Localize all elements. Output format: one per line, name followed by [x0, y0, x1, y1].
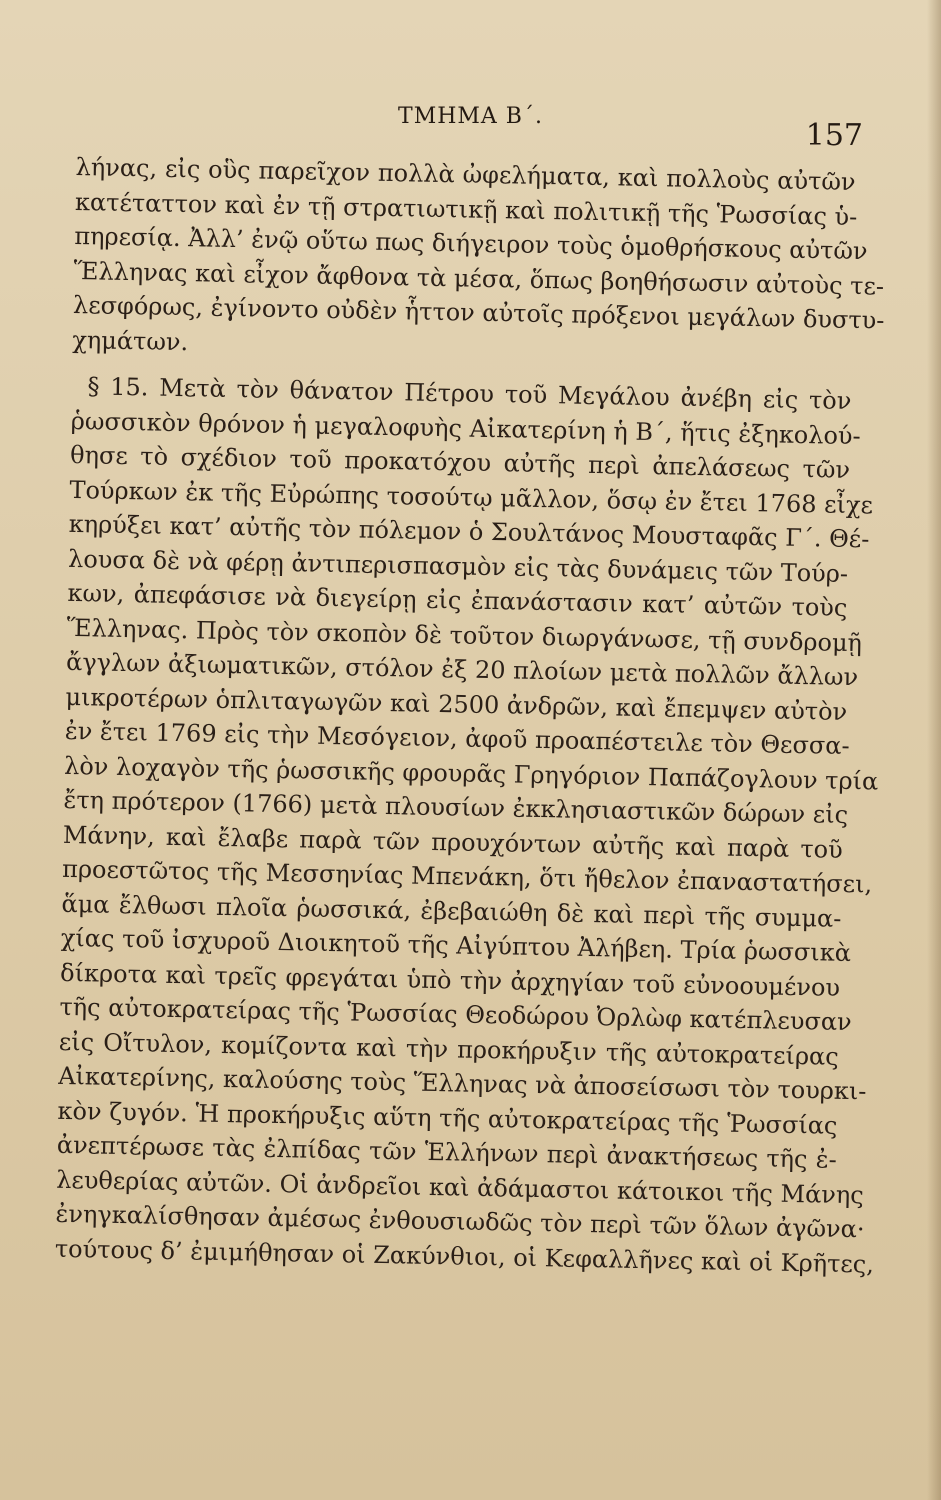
text-line: τῆς αὐτοκρατείρας τῆς Ῥωσσίας Θεοδώρου Ὀρλὼφ κατέπλευσαν	[59, 992, 852, 1037]
text-line: λὸν λοχαγὸν τῆς ῥωσσικῆς φρουρᾶς Γρηγόριον Παπάζογλουν τρία	[63, 751, 879, 796]
text-line: κηρύξει κατ’ αὐτῆς τὸν πόλεμον ὁ Σουλτάνος Μουσταφᾶς Γ΄. Θέ-	[68, 509, 870, 554]
running-head: ΤΜΗΜΑ Β΄.	[398, 104, 543, 129]
text-line: ῥωσσικὸν θρόνον ἡ μεγαλοφυὴς Αἰκατερίνη ἡ Β΄, ἥτις ἐξηκολού-	[70, 406, 861, 450]
text-line: Αἰκατερίνης, καλούσης τοὺς Ἕλληνας νὰ ἀποσείσωσι τὸν τουρκι-	[57, 1061, 867, 1106]
text-line: Τούρκων ἐκ τῆς Εὐρώπης τοσούτῳ μᾶλλον, ὅσῳ ἐν ἔτει 1768 εἶχε	[69, 475, 874, 519]
text-line: χίας τοῦ ἰσχυροῦ Διοικητοῦ τῆς Αἰγύπτου Ἀλήβεη. Τρία ῥωσσικὰ	[60, 923, 852, 968]
text-line: ἐν ἔτει 1769 εἰς τὴν Μεσόγειον, ἀφοῦ προαπέστειλε τὸν Θεσσα-	[64, 716, 850, 760]
text-line: δίκροτα καὶ τρεῖς φρεγάται ὑπὸ τὴν ἀρχηγίαν τοῦ εὐνοουμένου	[59, 958, 841, 1002]
paragraph-1	[72, 150, 885, 372]
text-line: κων, ἀπεφάσισε νὰ διεγείρῃ εἰς ἐπανάστασιν κατ’ αὐτῶν τοὺς	[67, 578, 848, 622]
page-number: 157	[805, 118, 863, 153]
body-text	[54, 150, 885, 1281]
text-line: λευθερίας αὐτῶν. Οἱ ἀνδρεῖοι καὶ ἀδάμαστοι κάτοικοι τῆς Μάνης	[55, 1165, 864, 1209]
text-line: Ἕλληνας. Πρὸς τὸν σκοπὸν δὲ τοῦτον διωργάνωσε, τῇ συνδρομῇ	[66, 613, 863, 657]
text-line: χημάτων.	[72, 325, 189, 356]
text-line: Ἕλληνας καὶ εἶχον ἄφθονα τὰ μέσα, ὅπως βοηθήσωσιν αὐτοὺς τε-	[73, 256, 885, 301]
page-edge-shadow	[927, 0, 941, 1500]
text-line: ἔτη πρότερον (1766) μετὰ πλουσίων ἐκκλησιαστικῶν δώρων εἰς	[63, 785, 849, 829]
text-line: ἄγγλων ἀξιωματικῶν, στόλον ἐξ 20 πλοίων μετὰ πολλῶν ἄλλων	[65, 647, 859, 692]
text-line: θησε τὸ σχέδιον τοῦ προκατόχου αὐτῆς περὶ ἀπελάσεως τῶν	[69, 440, 851, 484]
text-line: λουσα δὲ νὰ φέρῃ ἀντιπερισπασμὸν εἰς τὰς δυνάμεις τῶν Τούρ-	[67, 544, 849, 588]
text-line: τούτους δ’ ἐμιμήθησαν οἱ Ζακύνθιοι, οἱ Κεφαλλῆνες καὶ οἱ Κρῆτες,	[54, 1234, 875, 1279]
text-line: λεσφόρως, ἐγίνοντο οὐδὲν ἧττον αὐτοῖς πρόξενοι μεγάλων δυστυ-	[72, 290, 885, 335]
text-line: ἐνηγκαλίσθησαν ἀμέσως ἐνθουσιωδῶς τὸν περὶ τῶν ὅλων ἀγῶνα·	[55, 1199, 865, 1244]
text-line: προεστῶτος τῆς Μεσσηνίας Μπενάκη, ὅτι ἤθελον ἐπαναστατήσει,	[61, 854, 873, 899]
text-line: Μάνην, καὶ ἔλαβε παρὰ τῶν προυχόντων αὐτῆς καὶ παρὰ τοῦ	[62, 820, 843, 864]
text-line: κατέταττον καὶ ἐν τῇ στρατιωτικῇ καὶ πολιτικῇ τῆς Ῥωσσίας ὑ-	[74, 187, 858, 231]
text-line: ἀνεπτέρωσε τὰς ἐλπίδας τῶν Ἑλλήνων περὶ ἀνακτήσεως τῆς ἐ-	[56, 1130, 838, 1174]
text-line: πηρεσίᾳ. Ἀλλ’ ἐνῷ οὕτω πως διήγειρον τοὺς ὁμοθρήσκους αὐτῶν	[74, 221, 868, 266]
text-line: ἅμα ἔλθωσι πλοῖα ῥωσσικά, ἐβεβαιώθη δὲ καὶ περὶ τῆς συμμα-	[61, 889, 842, 933]
text-line: λήνας, εἰς οὓς παρεῖχον πολλὰ ὠφελήματα, καὶ πολλοὺς αὐτῶν	[75, 152, 856, 196]
text-line: μικροτέρων ὁπλιταγωγῶν καὶ 2500 ἀνδρῶν, καὶ ἔπεμψεν αὐτὸν	[65, 682, 848, 726]
text-line: κὸν ζυγόν. Ἡ προκήρυξις αὕτη τῆς αὐτοκρατείρας τῆς Ῥωσσίας	[57, 1096, 838, 1140]
text-line: εἰς Οἴτυλον, κομίζοντα καὶ τὴν προκήρυξιν τῆς αὐτοκρατείρας	[58, 1027, 840, 1071]
text-line: § 15. Μετὰ τὸν θάνατον Πέτρου τοῦ Μεγάλου ἀνέβη εἰς τὸν	[87, 372, 852, 415]
paragraph-2-section-15	[54, 369, 879, 1281]
